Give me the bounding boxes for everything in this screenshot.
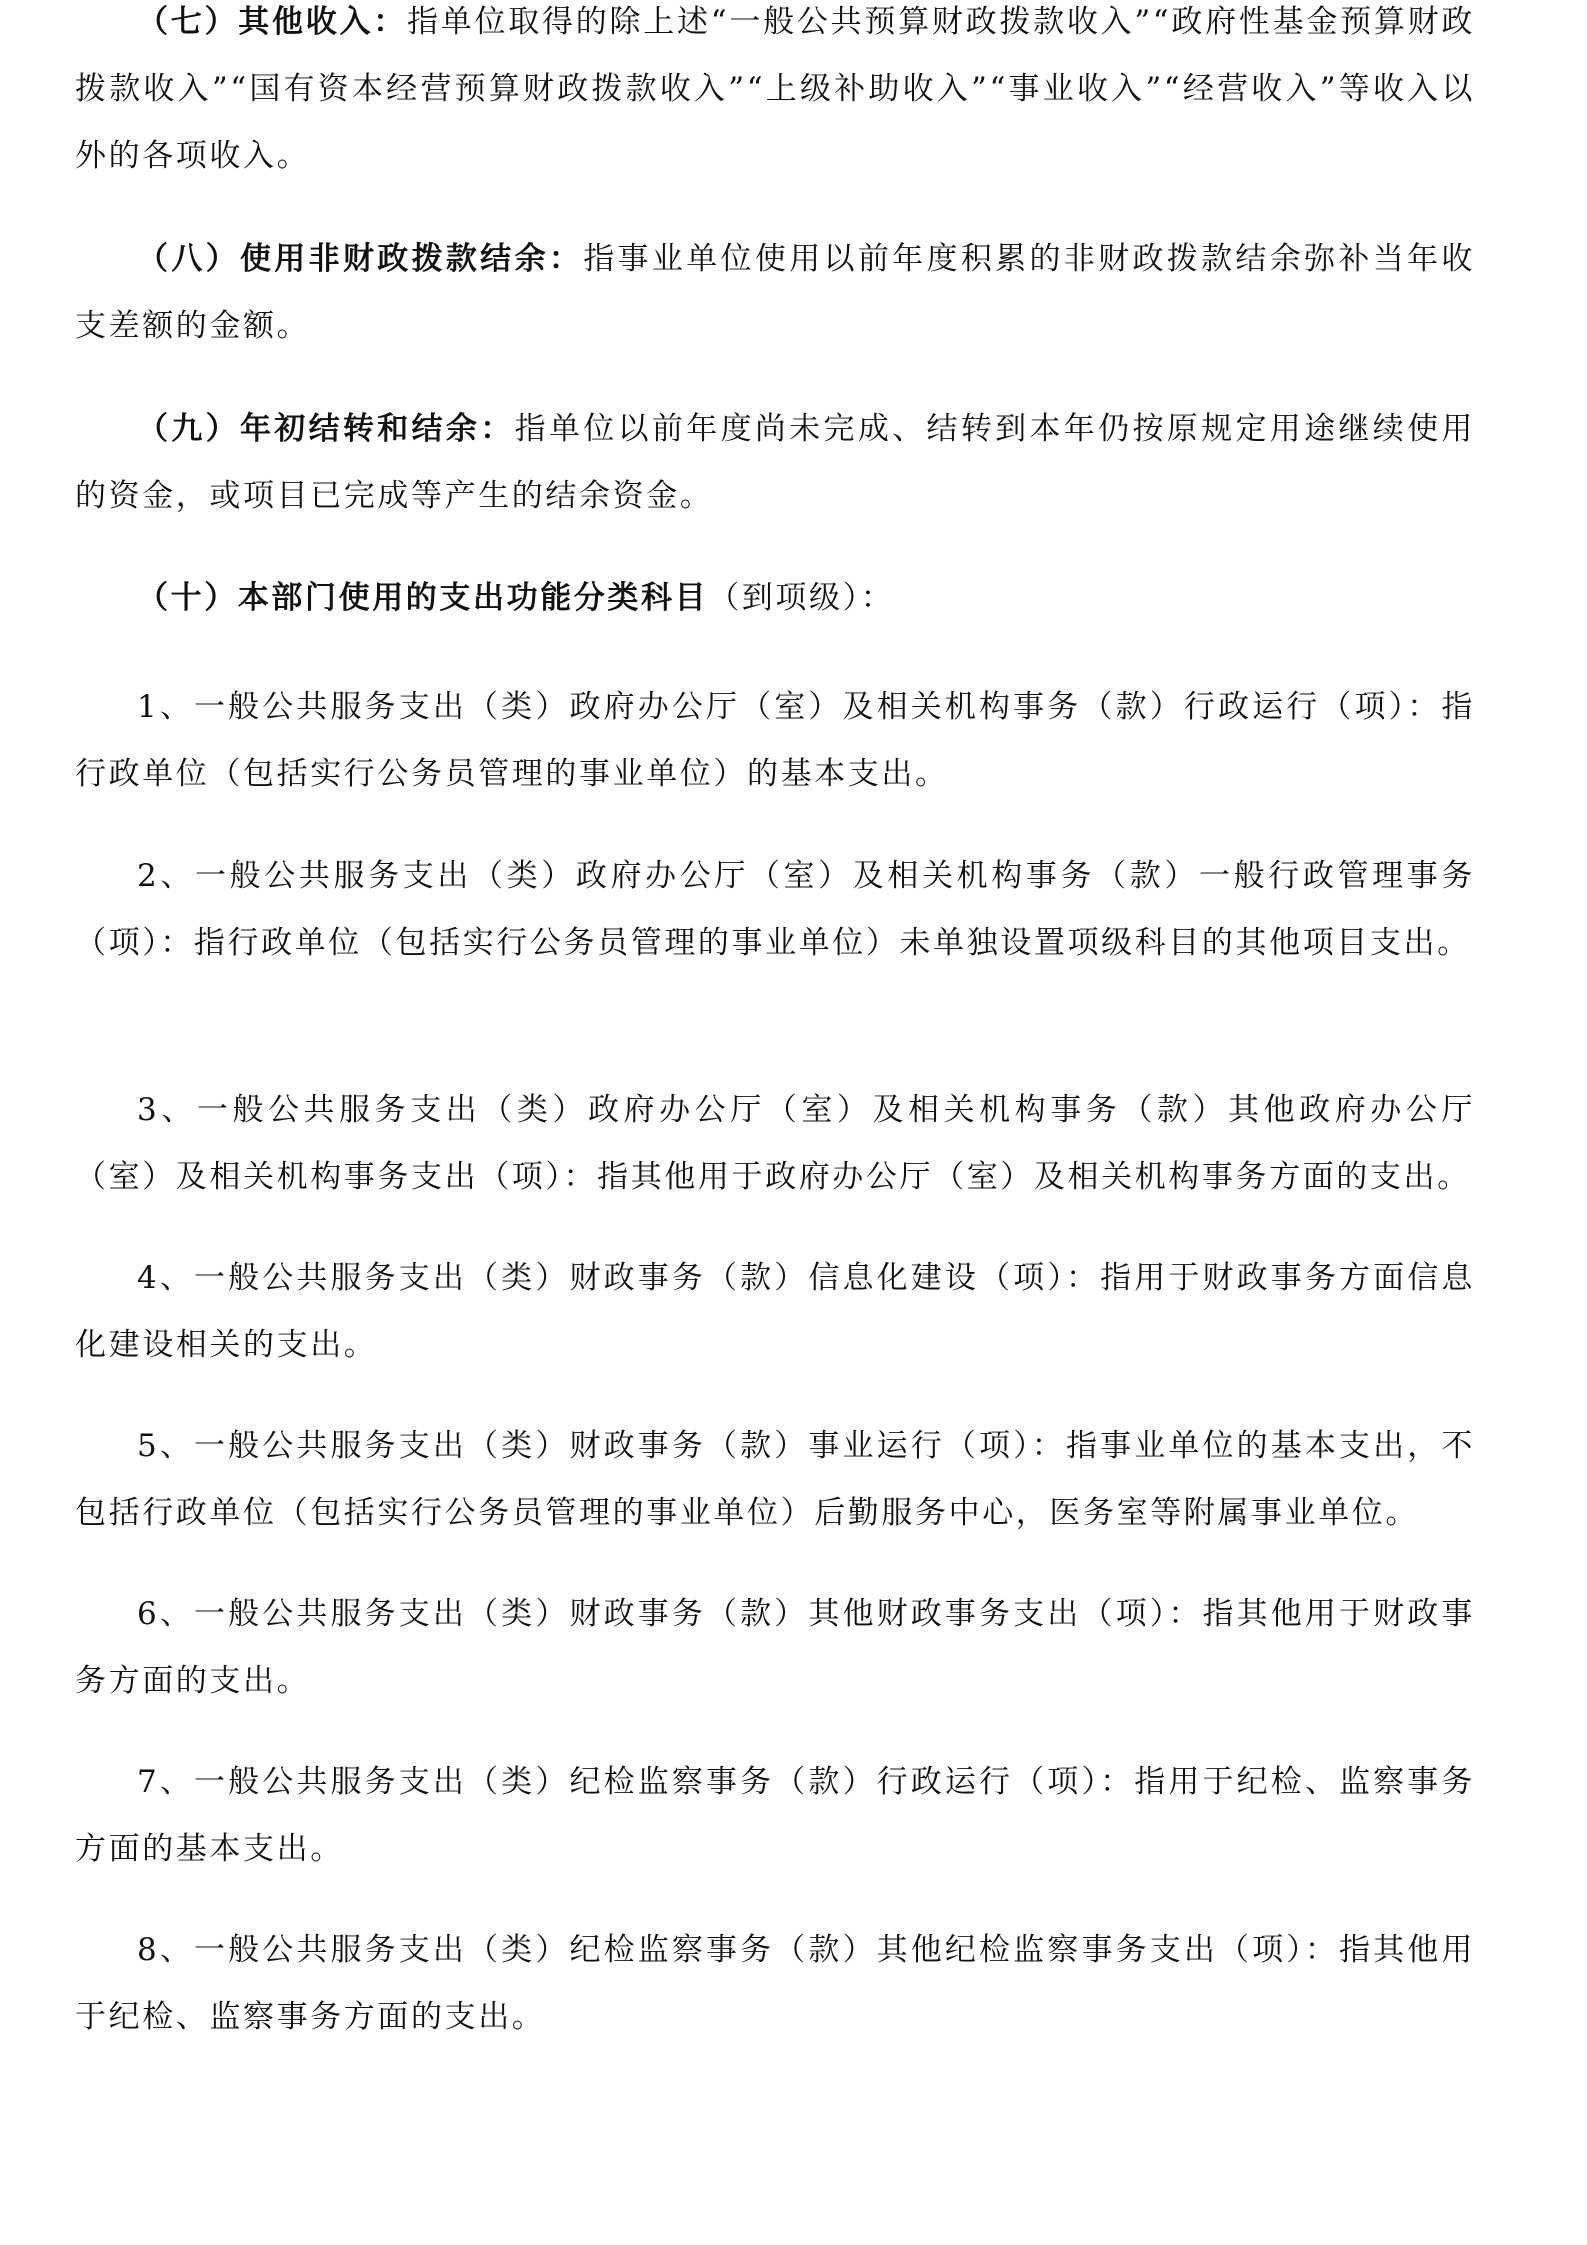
list-item-6: 6、一般公共服务支出（类）财政事务（款）其他财政事务支出（项）：指其他用于财政事务方面的支出。	[75, 1596, 1475, 1699]
list-item-8: 8、一般公共服务支出（类）纪检监察事务（款）其他纪检监察事务支出（项）：指其他用于纪检、监察事务方面的支出。	[75, 1932, 1475, 2035]
paragraph-heading: （九）年初结转和结余：	[137, 411, 515, 447]
paragraph-text: （到项级）：	[708, 580, 895, 616]
list-item-1: 1、一般公共服务支出（类）政府办公厅（室）及相关机构事务（款）行政运行（项）：指行政单位（包括实行公务员管理的事业单位）的基本支出。	[75, 689, 1475, 792]
list-item-2: 2、一般公共服务支出（类）政府办公厅（室）及相关机构事务（款）一般行政管理事务（项）：指行政单位（包括实行公务员管理的事业单位）未单独设置项级科目的其他项目支出。	[75, 858, 1475, 961]
paragraph-non-fiscal-balance	[75, 226, 1475, 360]
list-item-3: 3、一般公共服务支出（类）政府办公厅（室）及相关机构事务（款）其他政府办公厅（室）及相关机构事务支出（项）：指其他用于政府办公厅（室）及相关机构事务方面的支出。	[75, 1092, 1475, 1195]
list-item-4: 4、一般公共服务支出（类）财政事务（款）信息化建设（项）：指用于财政事务方面信息化建设相关的支出。	[75, 1260, 1475, 1363]
paragraph-heading: （七）其他收入：	[137, 4, 407, 40]
paragraph-expenditure-classification	[75, 565, 894, 632]
list-item-7: 7、一般公共服务支出（类）纪检监察事务（款）行政运行（项）：指用于纪检、监察事务方面的基本支出。	[75, 1764, 1475, 1867]
paragraph-other-income	[75, 0, 1475, 190]
paragraph-heading: （十）本部门使用的支出功能分类科目	[137, 580, 709, 616]
paragraph-text: 指单位取得的除上述“一般公共预算财政拨款收入”“政府性基金预算财政拨款收入”“国有资本经营预算财政拨款收入”“上级补助收入”“事业收入”“经营收入”等收入以外的各项收入。	[75, 4, 1475, 174]
list-item-5: 5、一般公共服务支出（类）财政事务（款）事业运行（项）：指事业单位的基本支出，不包括行政单位（包括实行公务员管理的事业单位）后勤服务中心，医务室等附属事业单位。	[75, 1428, 1475, 1531]
paragraph-text: 指事业单位使用以前年度积累的非财政拨款结余弥补当年收支差额的金额。	[75, 241, 1475, 344]
paragraph-text: 指单位以前年度尚未完成、结转到本年仍按原规定用途继续使用的资金，或项目已完成等产生的结余资金。	[75, 411, 1475, 514]
paragraph-heading: （八）使用非财政拨款结余：	[137, 241, 584, 277]
paragraph-carryover-balance	[75, 396, 1475, 530]
